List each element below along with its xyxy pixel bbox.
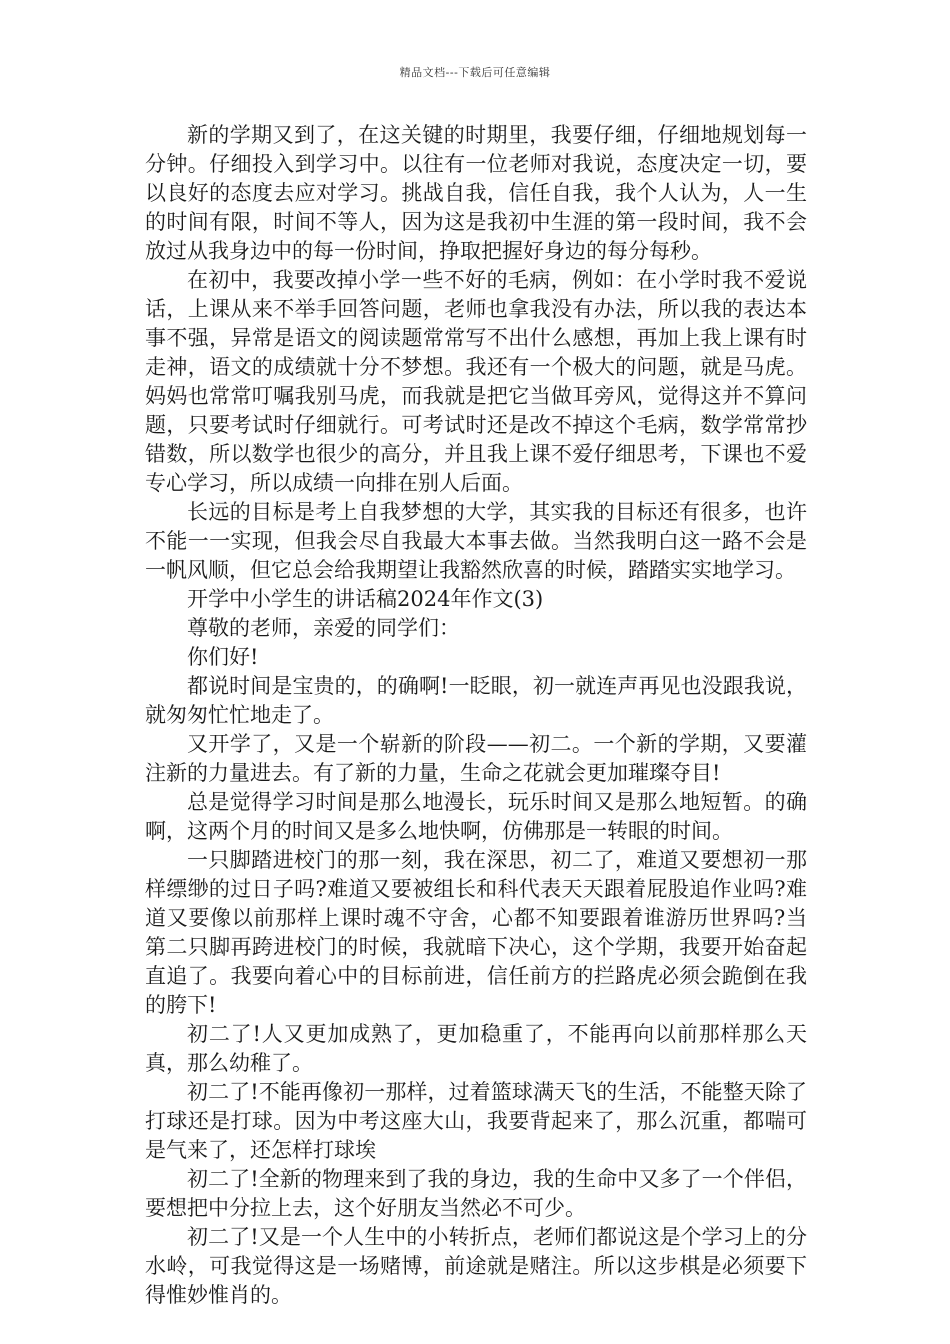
paragraph-14: 初二了!又是一个人生中的小转折点，老师们都说这是个学习上的分水岭，可我觉得这是一场赌博，前途就是赌注。所以这步棋是必须要下得惟妙惟肖的。 bbox=[145, 1225, 807, 1307]
paragraph-1: 新的学期又到了，在这关键的时期里，我要仔细，仔细地规划每一分钟。仔细投入到学习中。以往有一位老师对我说，态度决定一切，要以良好的态度去应对学习。挑战自我，信任自我，我个人认为，人一生的时间有限，时间不等人，因为这是我初中生涯的第一段时间，我不会放过从我身边中的每一份时间，挣取把握好身边的每分每秒。 bbox=[145, 123, 807, 263]
section-title: 开学中小学生的讲话稿2024年作文(3) bbox=[187, 587, 544, 611]
paragraph-11: 初二了!人又更加成熟了，更加稳重了，不能再向以前那样那么天真，那么幼稚了。 bbox=[145, 1022, 807, 1075]
paragraph-2: 在初中，我要改掉小学一些不好的毛病，例如：在小学时我不爱说话，上课从来不举手回答问题，老师也拿我没有办法，所以我的表达本事不强，异常是语文的阅读题常常写不出什么感想，再加上我上课有时走神，语文的成绩就十分不梦想。我还有一个极大的问题，就是马虎。妈妈也常常叮嘱我别马虎，而我就是把它当做耳旁风，觉得这并不算问题，只要考试时仔细就行。可考试时还是改不掉这个毛病，数学常常抄错数，所以数学也很少的高分，并且我上课不爱仔细思考，下课也不爱专心学习，所以成绩一向排在别人后面。 bbox=[145, 268, 807, 495]
greeting: 你们好! bbox=[187, 645, 259, 669]
page-header: 精品文档---下载后可任意编辑 bbox=[399, 66, 551, 79]
document-body bbox=[145, 121, 807, 1310]
paragraph-8: 又开学了，又是一个崭新的阶段——初二。一个新的学期，又要灌注新的力量进去。有了新的力量，生命之花就会更加璀璨夺目! bbox=[145, 732, 807, 785]
paragraph-3: 长远的目标是考上自我梦想的大学，其实我的目标还有很多，也许不能一一实现，但我会尽自我最大本事去做。当然我明白这一路不会是一帆风顺，但它总会给我期望让我豁然欣喜的时候，踏踏实实地学习。 bbox=[145, 500, 807, 582]
paragraph-12: 初二了!不能再像初一那样，过着篮球满天飞的生活，不能整天除了打球还是打球。因为中考这座大山，我要背起来了，那么沉重，都喘可是气来了，还怎样打球埃 bbox=[145, 1080, 807, 1162]
paragraph-9: 总是觉得学习时间是那么地漫长，玩乐时间又是那么地短暂。的确啊，这两个月的时间又是多么地快啊，仿佛那是一转眼的时间。 bbox=[145, 790, 807, 843]
paragraph-7: 都说时间是宝贵的，的确啊!一眨眼，初一就连声再见也没跟我说，就匆匆忙忙地走了。 bbox=[145, 674, 807, 727]
paragraph-13: 初二了!全新的物理来到了我的身边，我的生命中又多了一个伴侣，要想把中分拉上去，这个好朋友当然必不可少。 bbox=[145, 1167, 807, 1220]
paragraph-10: 一只脚踏进校门的那一刻，我在深思，初二了，难道又要想初一那样缥缈的过日子吗?难道又要被组长和科代表天天跟着屁股追作业吗?难道又要像以前那样上课时魂不守舍，心都不知要跟着谁游历世界吗?当第二只脚再跨进校门的时候，我就暗下决心，这个学期，我要开始奋起直追了。我要向着心中的目标前进，信任前方的拦路虎必须会跪倒在我的胯下! bbox=[145, 848, 807, 1017]
salutation: 尊敬的老师，亲爱的同学们： bbox=[187, 616, 460, 640]
